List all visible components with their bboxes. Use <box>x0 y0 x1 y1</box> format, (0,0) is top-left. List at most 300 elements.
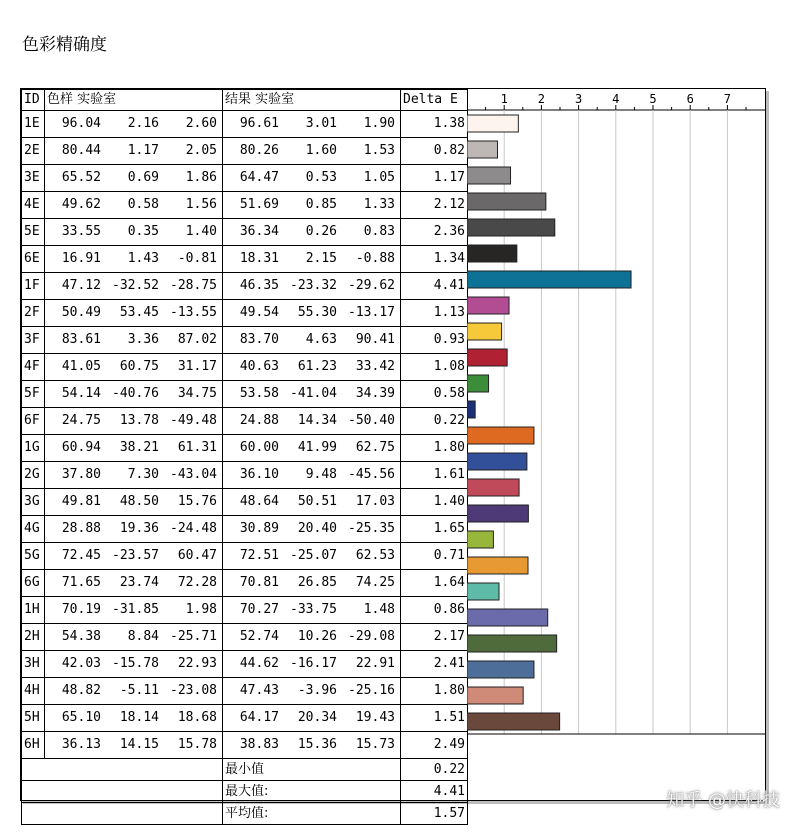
sample-lab-value: 18.68 <box>177 710 217 725</box>
result-lab-value: 46.35 <box>239 278 279 293</box>
sample-lab-value: 37.80 <box>61 467 101 482</box>
delta-e-value: 1.08 <box>401 354 468 381</box>
delta-e-value: 1.65 <box>401 516 468 543</box>
sample-lab-value: 38.21 <box>119 440 159 455</box>
stat-value: 0.22 <box>401 759 468 781</box>
result-lab-value: -25.16 <box>348 683 395 698</box>
sample-lab-value: 2.60 <box>185 116 217 131</box>
tick-label: 6 <box>686 92 694 106</box>
header-sample: 色样 实验室 <box>45 90 223 111</box>
delta-e-value: 0.58 <box>401 381 468 408</box>
row-id: 5G <box>22 543 45 570</box>
result-lab-value: -29.62 <box>348 278 395 293</box>
sample-lab-values <box>45 651 223 678</box>
result-lab-value: 33.42 <box>355 359 395 374</box>
sample-lab-value: 1.43 <box>127 251 159 266</box>
result-lab-values <box>223 489 401 516</box>
result-lab-values <box>223 408 401 435</box>
delta-e-value: 0.71 <box>401 543 468 570</box>
result-lab-value: 4.63 <box>305 332 337 347</box>
sample-lab-value: 33.55 <box>61 224 101 239</box>
sample-lab-values <box>45 543 223 570</box>
table-row <box>22 219 468 246</box>
sample-lab-value: 1.98 <box>185 602 217 617</box>
result-lab-values <box>223 624 401 651</box>
result-lab-values <box>223 678 401 705</box>
row-id: 1F <box>22 273 45 300</box>
bar-2G <box>467 453 527 470</box>
delta-e-value: 1.17 <box>401 165 468 192</box>
table-row <box>22 624 468 651</box>
bar-4H <box>467 661 534 678</box>
result-lab-value: 62.75 <box>355 440 395 455</box>
table-row <box>22 678 468 705</box>
bar-1F <box>467 271 631 288</box>
result-lab-value: 44.62 <box>239 656 279 671</box>
result-lab-value: 20.34 <box>297 710 337 725</box>
header-result: 结果 实验室 <box>223 90 401 111</box>
sample-lab-value: -32.52 <box>112 278 159 293</box>
result-lab-value: 60.00 <box>239 440 279 455</box>
watermark: 知乎 @快科技 <box>666 790 780 811</box>
sample-lab-value: 16.91 <box>61 251 101 266</box>
sample-lab-values <box>45 705 223 732</box>
result-lab-value: 20.40 <box>297 521 337 536</box>
sample-lab-value: -40.76 <box>112 386 159 401</box>
result-lab-value: 1.05 <box>363 170 395 185</box>
table-row <box>22 516 468 543</box>
sample-lab-value: 60.47 <box>177 548 217 563</box>
row-id: 1H <box>22 597 45 624</box>
sample-lab-value: 15.76 <box>177 494 217 509</box>
delta-e-value: 1.38 <box>401 111 468 138</box>
bar-4G <box>467 505 528 522</box>
sample-lab-value: -13.55 <box>170 305 217 320</box>
table-row <box>22 273 468 300</box>
stat-row <box>22 803 468 825</box>
sample-lab-value: -25.71 <box>170 629 217 644</box>
bar-2E <box>467 141 498 158</box>
sample-lab-value: 23.74 <box>119 575 159 590</box>
result-lab-values <box>223 462 401 489</box>
sample-lab-value: 72.28 <box>177 575 217 590</box>
result-lab-value: 1.33 <box>363 197 395 212</box>
sample-lab-value: 14.15 <box>119 737 159 752</box>
delta-e-value: 1.61 <box>401 462 468 489</box>
tick-label: 4 <box>612 92 620 106</box>
sample-lab-values <box>45 219 223 246</box>
delta-e-value: 2.49 <box>401 732 468 759</box>
row-id: 5F <box>22 381 45 408</box>
delta-e-value: 1.13 <box>401 300 468 327</box>
sample-lab-value: 28.88 <box>61 521 101 536</box>
sample-lab-value: 61.31 <box>177 440 217 455</box>
result-lab-value: 64.47 <box>239 170 279 185</box>
sample-lab-value: 8.84 <box>127 629 159 644</box>
result-lab-value: -13.17 <box>348 305 395 320</box>
sample-lab-value: 50.49 <box>61 305 101 320</box>
result-lab-value: 1.53 <box>363 143 395 158</box>
table-row <box>22 138 468 165</box>
sample-lab-value: 3.36 <box>127 332 159 347</box>
table-row <box>22 489 468 516</box>
sample-lab-value: 0.69 <box>127 170 159 185</box>
sample-lab-value: -15.78 <box>112 656 159 671</box>
result-lab-value: 49.54 <box>239 305 279 320</box>
sample-lab-values <box>45 381 223 408</box>
sample-lab-value: 65.52 <box>61 170 101 185</box>
sample-lab-value: 1.56 <box>185 197 217 212</box>
sample-lab-value: -23.57 <box>112 548 159 563</box>
result-lab-values <box>223 165 401 192</box>
table-row <box>22 651 468 678</box>
delta-e-value: 1.40 <box>401 489 468 516</box>
delta-e-value: 1.80 <box>401 435 468 462</box>
result-lab-values <box>223 732 401 759</box>
bar-4E <box>467 193 546 210</box>
sample-lab-value: 72.45 <box>61 548 101 563</box>
result-lab-value: -0.88 <box>355 251 395 266</box>
result-lab-value: 70.81 <box>239 575 279 590</box>
row-id: 6G <box>22 570 45 597</box>
result-lab-value: 62.53 <box>355 548 395 563</box>
sample-lab-value: 65.10 <box>61 710 101 725</box>
bar-2H <box>467 609 548 626</box>
result-lab-values <box>223 354 401 381</box>
sample-lab-value: 54.14 <box>61 386 101 401</box>
sample-lab-value: 53.45 <box>119 305 159 320</box>
sample-lab-value: 96.04 <box>61 116 101 131</box>
result-lab-value: 61.23 <box>297 359 337 374</box>
result-lab-values <box>223 219 401 246</box>
result-lab-value: 36.34 <box>239 224 279 239</box>
sample-lab-value: -23.08 <box>170 683 217 698</box>
sample-lab-value: 13.78 <box>119 413 159 428</box>
bar-5F <box>467 375 489 392</box>
table-row <box>22 462 468 489</box>
table-row <box>22 381 468 408</box>
table-row <box>22 165 468 192</box>
result-lab-value: 15.73 <box>355 737 395 752</box>
delta-e-value: 0.82 <box>401 138 468 165</box>
row-id: 1G <box>22 435 45 462</box>
color-accuracy-table <box>21 89 468 825</box>
stat-empty <box>22 781 223 803</box>
bar-6F <box>467 401 475 418</box>
header-row <box>22 90 468 111</box>
result-lab-value: 70.27 <box>239 602 279 617</box>
sample-lab-value: -28.75 <box>170 278 217 293</box>
page-title: 色彩精确度 <box>22 35 107 55</box>
sample-lab-value: 87.02 <box>177 332 217 347</box>
sample-lab-values <box>45 273 223 300</box>
row-id: 2F <box>22 300 45 327</box>
tick-label: 1 <box>500 92 508 106</box>
sample-lab-value: -49.48 <box>170 413 217 428</box>
row-id: 4G <box>22 516 45 543</box>
stat-label: 最大值: <box>223 781 401 803</box>
result-lab-values <box>223 597 401 624</box>
result-lab-value: 2.15 <box>305 251 337 266</box>
result-lab-values <box>223 138 401 165</box>
delta-e-value: 2.41 <box>401 651 468 678</box>
table-row <box>22 111 468 138</box>
bar-1E <box>467 115 518 132</box>
result-lab-value: -3.96 <box>297 683 337 698</box>
sample-lab-value: -24.48 <box>170 521 217 536</box>
bar-5G <box>467 531 493 548</box>
result-lab-value: -23.32 <box>290 278 337 293</box>
table-row <box>22 246 468 273</box>
sample-lab-value: 7.30 <box>127 467 159 482</box>
stat-label: 最小值 <box>223 759 401 781</box>
delta-e-value: 2.12 <box>401 192 468 219</box>
result-lab-value: 26.85 <box>297 575 337 590</box>
result-lab-values <box>223 543 401 570</box>
result-lab-value: -25.07 <box>290 548 337 563</box>
sample-lab-values <box>45 462 223 489</box>
delta-e-value: 1.51 <box>401 705 468 732</box>
result-lab-value: 14.34 <box>297 413 337 428</box>
tick-label: 3 <box>574 92 583 106</box>
result-lab-value: 15.36 <box>297 737 337 752</box>
delta-e-value: 2.36 <box>401 219 468 246</box>
bar-5E <box>467 219 555 236</box>
sample-lab-value: 70.19 <box>61 602 101 617</box>
sample-lab-value: 60.75 <box>119 359 159 374</box>
result-lab-values <box>223 435 401 462</box>
bar-3F <box>467 323 502 340</box>
result-lab-value: 38.83 <box>239 737 279 752</box>
sample-lab-value: 1.17 <box>127 143 159 158</box>
sample-lab-value: 42.03 <box>61 656 101 671</box>
result-lab-values <box>223 570 401 597</box>
header-delta: Delta E <box>401 90 468 111</box>
bar-5H <box>467 687 523 704</box>
result-lab-value: 24.88 <box>239 413 279 428</box>
table-row <box>22 570 468 597</box>
table-row <box>22 327 468 354</box>
table-row <box>22 732 468 759</box>
delta-e-bar-chart <box>467 89 765 800</box>
stat-label: 平均值: <box>223 803 401 825</box>
result-lab-value: 1.48 <box>363 602 395 617</box>
sample-lab-value: 18.14 <box>119 710 159 725</box>
delta-e-value: 1.80 <box>401 678 468 705</box>
sample-lab-value: 80.44 <box>61 143 101 158</box>
sample-lab-values <box>45 192 223 219</box>
result-lab-value: 74.25 <box>355 575 395 590</box>
result-lab-value: 90.41 <box>355 332 395 347</box>
sample-lab-value: 34.75 <box>177 386 217 401</box>
delta-e-value: 0.93 <box>401 327 468 354</box>
stat-row <box>22 759 468 781</box>
result-lab-value: 41.99 <box>297 440 337 455</box>
sample-lab-value: 1.40 <box>185 224 217 239</box>
result-lab-value: 55.30 <box>297 305 337 320</box>
delta-e-value: 0.86 <box>401 597 468 624</box>
result-lab-value: 48.64 <box>239 494 279 509</box>
row-id: 3G <box>22 489 45 516</box>
header-id: ID <box>22 90 45 111</box>
stat-empty <box>22 759 223 781</box>
sample-lab-value: 36.13 <box>61 737 101 752</box>
result-lab-value: 0.26 <box>305 224 337 239</box>
result-lab-values <box>223 705 401 732</box>
result-lab-value: 10.26 <box>297 629 337 644</box>
row-id: 2G <box>22 462 45 489</box>
sample-lab-value: 41.05 <box>61 359 101 374</box>
result-lab-values <box>223 192 401 219</box>
sample-lab-values <box>45 678 223 705</box>
bar-2F <box>467 297 509 314</box>
sample-lab-value: 48.50 <box>119 494 159 509</box>
result-lab-value: 1.60 <box>305 143 337 158</box>
sample-lab-value: 15.78 <box>177 737 217 752</box>
sample-lab-value: -31.85 <box>112 602 159 617</box>
sample-lab-value: 48.82 <box>61 683 101 698</box>
result-lab-value: -29.08 <box>348 629 395 644</box>
tick-label: 7 <box>723 92 732 106</box>
result-lab-values <box>223 111 401 138</box>
result-lab-value: -41.04 <box>290 386 337 401</box>
result-lab-value: -16.17 <box>290 656 337 671</box>
table-row <box>22 543 468 570</box>
sample-lab-values <box>45 300 223 327</box>
sample-lab-value: 47.12 <box>61 278 101 293</box>
result-lab-value: 40.63 <box>239 359 279 374</box>
bar-1G <box>467 427 534 444</box>
bar-1H <box>467 583 499 600</box>
result-lab-values <box>223 246 401 273</box>
bar-6G <box>467 557 528 574</box>
result-lab-value: 72.51 <box>239 548 279 563</box>
sample-lab-values <box>45 165 223 192</box>
sample-lab-value: 1.86 <box>185 170 217 185</box>
result-lab-values <box>223 273 401 300</box>
sample-lab-values <box>45 597 223 624</box>
result-lab-value: 83.70 <box>239 332 279 347</box>
tick-label: 5 <box>649 92 657 106</box>
sample-lab-values <box>45 516 223 543</box>
sample-lab-values <box>45 732 223 759</box>
row-id: 4H <box>22 678 45 705</box>
sample-lab-values <box>45 435 223 462</box>
result-lab-value: 80.26 <box>239 143 279 158</box>
sample-lab-value: 54.38 <box>61 629 101 644</box>
sample-lab-value: 2.16 <box>127 116 159 131</box>
result-lab-value: -25.35 <box>348 521 395 536</box>
sample-lab-value: -5.11 <box>119 683 159 698</box>
result-lab-value: 0.83 <box>363 224 395 239</box>
sample-lab-values <box>45 354 223 381</box>
sample-lab-values <box>45 624 223 651</box>
sample-lab-value: 60.94 <box>61 440 101 455</box>
result-lab-value: 18.31 <box>239 251 279 266</box>
result-lab-values <box>223 300 401 327</box>
result-lab-value: 52.74 <box>239 629 279 644</box>
row-id: 3F <box>22 327 45 354</box>
result-lab-value: 22.91 <box>355 656 395 671</box>
result-lab-value: 3.01 <box>305 116 337 131</box>
delta-e-value: 4.41 <box>401 273 468 300</box>
sample-lab-values <box>45 138 223 165</box>
stat-value: 1.57 <box>401 803 468 825</box>
row-id: 1E <box>22 111 45 138</box>
result-lab-value: -33.75 <box>290 602 337 617</box>
delta-e-value: 1.34 <box>401 246 468 273</box>
result-lab-value: 1.90 <box>363 116 395 131</box>
tick-label: 2 <box>537 92 546 106</box>
result-lab-values <box>223 381 401 408</box>
bar-6E <box>467 245 517 262</box>
bar-4F <box>467 349 507 366</box>
sample-lab-value: 0.35 <box>127 224 159 239</box>
row-id: 3H <box>22 651 45 678</box>
row-id: 3E <box>22 165 45 192</box>
result-lab-value: 96.61 <box>239 116 279 131</box>
bar-3E <box>467 167 511 184</box>
table-row <box>22 435 468 462</box>
table-row <box>22 354 468 381</box>
sample-lab-value: 2.05 <box>185 143 217 158</box>
delta-e-value: 0.22 <box>401 408 468 435</box>
sample-lab-value: 49.62 <box>61 197 101 212</box>
table-row <box>22 597 468 624</box>
sample-lab-values <box>45 570 223 597</box>
table-row <box>22 300 468 327</box>
bar-3H <box>467 635 557 652</box>
result-lab-value: 51.69 <box>239 197 279 212</box>
table-row <box>22 408 468 435</box>
row-id: 4F <box>22 354 45 381</box>
sample-lab-values <box>45 489 223 516</box>
sample-lab-value: 22.93 <box>177 656 217 671</box>
result-lab-value: 53.58 <box>239 386 279 401</box>
table-row <box>22 705 468 732</box>
result-lab-value: 34.39 <box>355 386 395 401</box>
row-id: 2H <box>22 624 45 651</box>
table-row <box>22 192 468 219</box>
sample-lab-value: 83.61 <box>61 332 101 347</box>
sample-lab-values <box>45 327 223 354</box>
result-lab-value: 47.43 <box>239 683 279 698</box>
result-lab-values <box>223 651 401 678</box>
sample-lab-value: 24.75 <box>61 413 101 428</box>
result-lab-value: -50.40 <box>348 413 395 428</box>
row-id: 6H <box>22 732 45 759</box>
result-lab-value: -45.56 <box>348 467 395 482</box>
result-lab-value: 30.89 <box>239 521 279 536</box>
result-lab-value: 19.43 <box>355 710 395 725</box>
sample-lab-value: -0.81 <box>177 251 217 266</box>
result-lab-value: 0.53 <box>305 170 337 185</box>
sample-lab-value: 49.81 <box>61 494 101 509</box>
sample-lab-value: 31.17 <box>177 359 217 374</box>
sample-lab-value: 71.65 <box>61 575 101 590</box>
stat-row <box>22 781 468 803</box>
bar-3G <box>467 479 519 496</box>
stat-empty <box>22 803 223 825</box>
result-lab-values <box>223 327 401 354</box>
delta-e-value: 1.64 <box>401 570 468 597</box>
sample-lab-values <box>45 111 223 138</box>
result-lab-value: 64.17 <box>239 710 279 725</box>
sample-lab-value: -43.04 <box>170 467 217 482</box>
row-id: 5H <box>22 705 45 732</box>
result-lab-value: 9.48 <box>305 467 337 482</box>
row-id: 5E <box>22 219 45 246</box>
